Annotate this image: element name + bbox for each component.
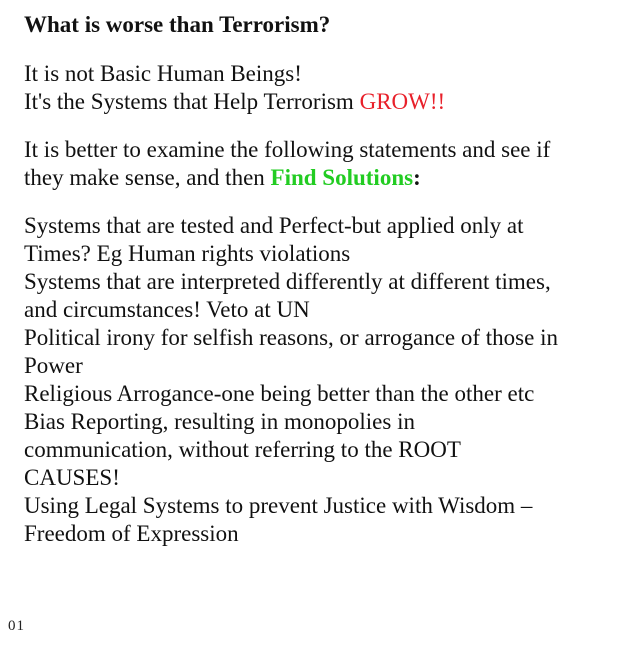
statement-line: Times? Eg Human rights violations <box>24 241 351 266</box>
statement-line: communication, without referring to the ROOT <box>24 437 461 462</box>
slide-content <box>24 10 628 548</box>
grow-highlight: GROW!! <box>359 89 446 114</box>
instruction-line-2-text: they make sense, and then <box>24 165 271 190</box>
spacer <box>24 116 628 136</box>
slide-title: What is worse than Terrorism? <box>24 12 331 37</box>
statement-line: Systems that are tested and Perfect-but applied only at <box>24 213 524 238</box>
statement-line: Political irony for selfish reasons, or arrogance of those in <box>24 325 558 350</box>
statement-line: Systems that are interpreted differently at different times, <box>24 269 551 294</box>
statement-line: Bias Reporting, resulting in monopolies in <box>24 409 415 434</box>
intro-line-2 <box>24 88 628 116</box>
intro-line-1: It is not Basic Human Beings! <box>24 61 302 86</box>
spacer <box>24 192 628 212</box>
statement-line: CAUSES! <box>24 465 120 490</box>
intro-line-2-text: It's the Systems that Help Terrorism <box>24 89 360 114</box>
statement-line: and circumstances! Veto at UN <box>24 297 310 322</box>
statement-line: Freedom of Expression <box>24 521 239 546</box>
statements-list <box>24 212 628 548</box>
instruction-colon: : <box>413 165 421 190</box>
page-number: 01 <box>8 618 25 634</box>
statement-line: Using Legal Systems to prevent Justice with Wisdom – <box>24 493 533 518</box>
instruction-line-1: It is better to examine the following statements and see if <box>24 137 551 162</box>
statement-line: Religious Arrogance-one being better than the other etc <box>24 381 535 406</box>
instruction-line-2 <box>24 164 628 192</box>
find-solutions-highlight: Find Solutions <box>270 165 414 190</box>
statement-line: Power <box>24 353 83 378</box>
